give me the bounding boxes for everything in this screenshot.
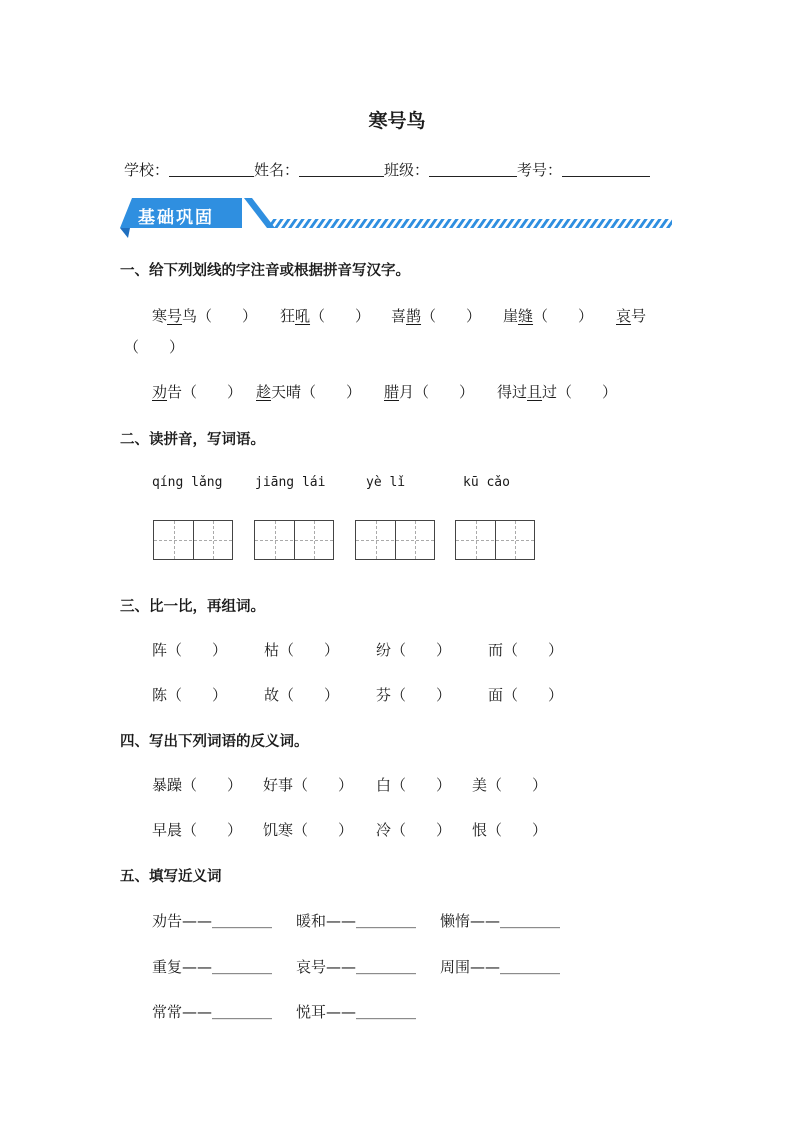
writing-box[interactable] [153,520,233,560]
q1-item: 崖缝（ ） [503,307,594,325]
q1-item: 得过且过（ ） [497,383,618,401]
question-3-heading: 三、比一比，再组词。 [120,599,265,615]
section-banner [120,198,675,240]
q4-item: 早晨（ ） [152,821,243,839]
q4-item: 冷（ ） [376,821,452,839]
q1-item: 哀号 [616,307,647,325]
banner-label: 基础巩固 [138,208,214,228]
q4-item: 白（ ） [376,776,452,794]
q5-item: 懒惰——＿＿＿＿ [440,912,561,930]
q3-item: 纷（ ） [376,641,452,659]
pinyin-label: kū cǎo [463,475,510,490]
q5-item: 周围——＿＿＿＿ [440,958,561,976]
exam-no-label: 考号： [517,161,563,179]
student-info-line [124,159,650,180]
q1-item: 劝告（ ） [152,383,243,401]
q1-item: 狂吼（ ） [280,307,371,325]
q5-item: 悦耳——＿＿＿＿ [296,1003,417,1021]
q4-item: 饥寒（ ） [263,821,354,839]
q4-item: 暴躁（ ） [152,776,243,794]
writing-box[interactable] [254,520,334,560]
q3-item: 而（ ） [488,641,564,659]
q5-item: 重复——＿＿＿＿ [152,958,273,976]
exam-no-blank[interactable] [562,161,650,177]
class-blank[interactable] [429,161,517,177]
pinyin-label: yè lǐ [366,475,406,490]
q4-item: 恨（ ） [472,821,548,839]
q4-item: 美（ ） [472,776,548,794]
pinyin-label: jiāng lái [255,475,326,490]
question-4-heading: 四、写出下列词语的反义词。 [120,734,309,750]
q5-item: 常常——＿＿＿＿ [152,1003,273,1021]
q1-item-wrap-paren: （ ） [124,338,185,356]
name-blank[interactable] [299,161,384,177]
class-label: 班级： [384,161,430,179]
page-title: 寒号鸟 [368,110,426,132]
writing-box[interactable] [455,520,535,560]
question-1-heading: 一、给下列划线的字注音或根据拼音写汉字。 [120,263,410,279]
school-label: 学校： [124,161,170,179]
school-blank[interactable] [169,161,254,177]
q3-item: 故（ ） [264,686,340,704]
q3-item: 陈（ ） [152,686,228,704]
q1-item: 趁天晴（ ） [256,383,362,401]
writing-box[interactable] [355,520,435,560]
question-5-heading: 五、填写近义词 [120,869,222,885]
name-label: 姓名： [254,161,300,179]
q5-item: 劝告——＿＿＿＿ [152,912,273,930]
q3-item: 面（ ） [488,686,564,704]
q1-item: 寒号鸟（ ） [152,307,258,325]
pinyin-label: qíng lǎng [152,475,223,490]
question-2-heading: 二、读拼音，写词语。 [120,432,265,448]
q5-item: 哀号——＿＿＿＿ [296,958,417,976]
q4-item: 好事（ ） [263,776,354,794]
q3-item: 芬（ ） [376,686,452,704]
q3-item: 枯（ ） [264,641,340,659]
q1-item: 喜鹊（ ） [391,307,482,325]
q1-item: 腊月（ ） [384,383,475,401]
q5-item: 暖和——＿＿＿＿ [296,912,417,930]
q3-item: 阵（ ） [152,641,228,659]
